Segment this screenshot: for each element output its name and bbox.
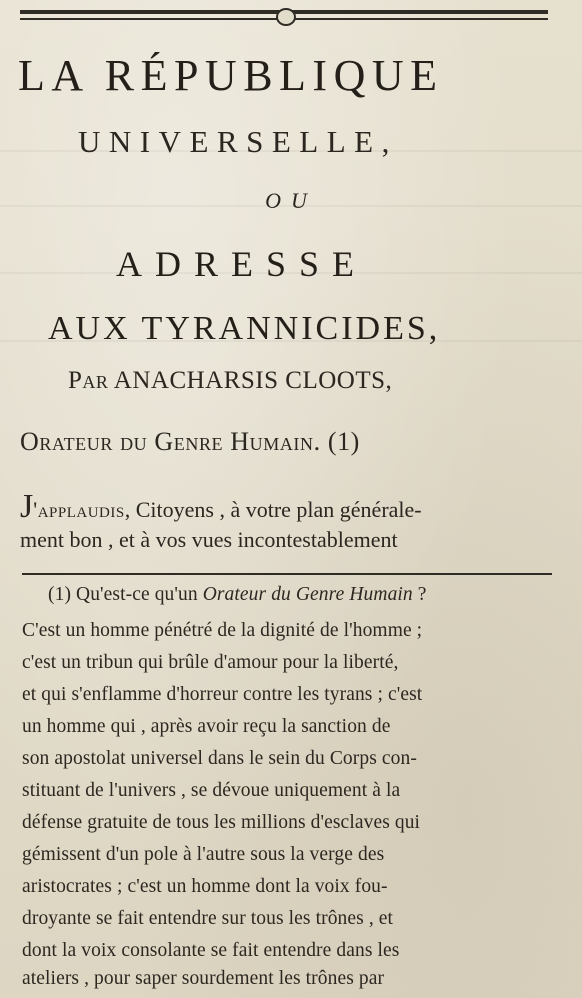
footnote-line: défense gratuite de tous les millions d'esclaves qui: [22, 812, 421, 833]
footnote-lead-italic: Orateur du Genre Humain: [202, 584, 413, 605]
title-line-5: AUX TYRANNICIDES,: [48, 310, 441, 347]
footnote-line: aristocrates ; c'est un homme dont la voix fou-: [22, 876, 388, 897]
title-line-1: LA RÉPUBLIQUE: [18, 51, 444, 100]
footnote-line: dont la voix consolante se fait entendre dans les: [22, 940, 400, 961]
drop-cap: J: [20, 488, 34, 525]
footnote-line: un homme qui , après avoir reçu la sanction de: [22, 716, 391, 737]
header-ornamental-rule: [20, 6, 548, 26]
body-line-1-rest: , Citoyens , à votre plan générale-: [124, 497, 422, 522]
footnote-line: c'est un tribun qui brûle d'amour pour la liberté,: [22, 652, 399, 673]
title-line-2: UNIVERSELLE,: [78, 124, 398, 159]
footnote-line: son apostolat universel dans le sein du Corps con-: [22, 748, 417, 769]
footnote-lead: [48, 584, 582, 606]
footnote-line: ateliers , pour saper sourdement les trônes par: [22, 968, 385, 989]
opening-word: 'applaudis: [33, 497, 125, 522]
footnote-separator-rule: [22, 573, 552, 575]
footnote-line: gémissent d'un pole à l'autre sous la verge des: [22, 844, 385, 865]
footnote-line: C'est un homme pénétré de la dignité de l'homme ;: [22, 620, 423, 641]
author-line: Par ANACHARSIS CLOOTS,: [68, 367, 393, 394]
body-paragraph-line-2: ment bon , et à vos vues incontestablement: [20, 527, 398, 552]
footnote-line: et qui s'enflamme d'horreur contre les tyrans ; c'est: [22, 684, 423, 705]
footnote-line: stituant de l'univers , se dévoue uniquement à la: [22, 780, 401, 801]
title-conjunction: OU: [265, 188, 317, 213]
footnote-lead-text: (1) Qu'est-ce qu'un: [48, 584, 203, 605]
rule-ornament-icon: [276, 8, 296, 26]
body-paragraph-line-1: [20, 490, 560, 524]
footnote-lead-end: ?: [412, 584, 427, 605]
footnote-line: droyante se fait entendre sur tous les trônes , et: [22, 908, 394, 929]
title-line-4: ADRESSE: [116, 244, 368, 284]
author-subtitle: Orateur du Genre Humain. (1): [20, 427, 360, 456]
